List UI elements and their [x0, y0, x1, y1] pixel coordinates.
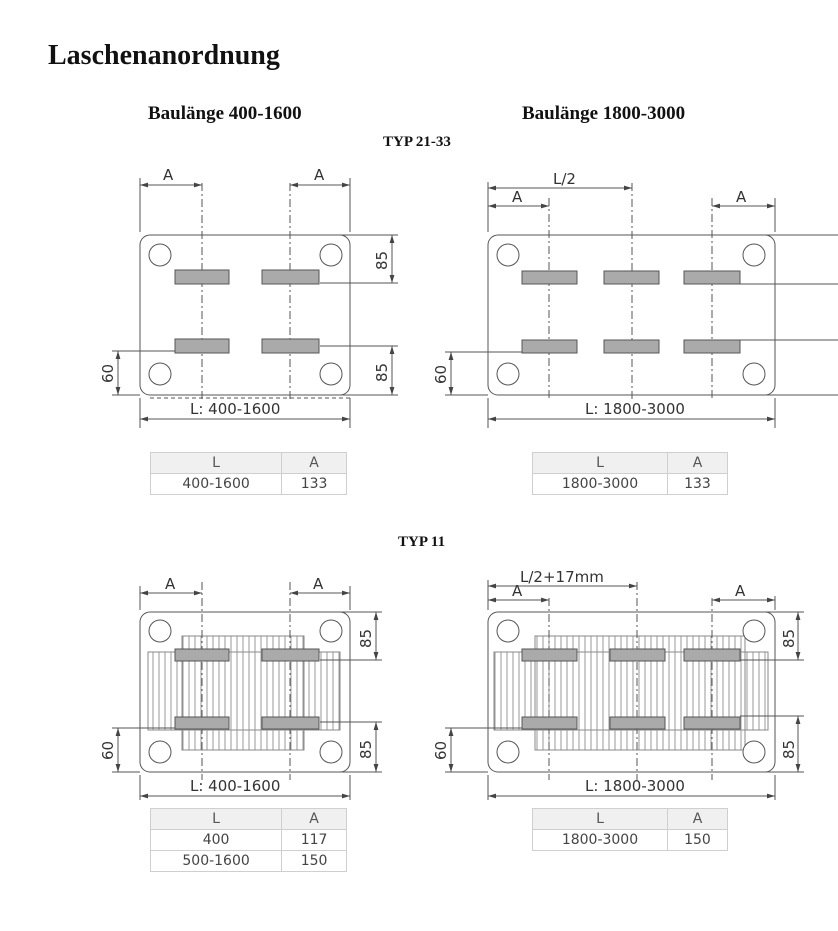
corner-circle	[497, 620, 519, 642]
corner-circle	[743, 363, 765, 385]
cell-a: 117	[282, 830, 347, 851]
corner-circle	[497, 363, 519, 385]
bracket	[175, 339, 229, 353]
dim-60: 60	[432, 364, 450, 384]
corner-circle	[320, 363, 342, 385]
spec-table-typ2133-short	[150, 452, 347, 495]
bracket	[610, 649, 665, 661]
corner-circle	[320, 620, 342, 642]
table-header-a: A	[667, 453, 727, 474]
corner-circle	[743, 244, 765, 266]
type-label-11: TYP 11	[398, 534, 446, 550]
dim-a-left: A	[163, 166, 174, 184]
cell-l: 1800-3000	[533, 474, 668, 495]
bracket	[684, 340, 740, 353]
dim-85-bottom: 85	[357, 739, 375, 759]
corner-circle	[149, 244, 171, 266]
dim-half-length-plus: L/2+17mm	[520, 568, 604, 586]
table-header-l: L	[151, 809, 282, 830]
table-header-a: A	[282, 809, 347, 830]
bracket	[684, 649, 740, 661]
dim-85-bottom: 85	[780, 739, 798, 759]
table-row	[151, 474, 347, 495]
cell-a: 133	[282, 474, 347, 495]
corner-circle	[320, 244, 342, 266]
corner-circle	[320, 741, 342, 763]
drawing-typ11-short	[99, 575, 382, 800]
dim-85-bottom: 85	[373, 362, 391, 382]
dim-length: L: 1800-3000	[585, 777, 685, 795]
bracket	[522, 340, 577, 353]
spec-table-typ11-short	[150, 808, 347, 872]
dim-a-right: A	[736, 188, 747, 206]
cell-l: 500-1600	[151, 851, 282, 872]
column-title-right: Baulänge 1800-3000	[522, 103, 686, 124]
bracket	[604, 271, 659, 284]
cell-a: 133	[667, 474, 727, 495]
bracket	[175, 649, 229, 661]
dim-length: L: 400-1600	[190, 400, 281, 418]
dim-60: 60	[99, 363, 117, 383]
dim-length: L: 1800-3000	[585, 400, 685, 418]
dim-a-left: A	[512, 188, 523, 206]
corner-circle	[743, 620, 765, 642]
dim-a-right: A	[314, 166, 325, 184]
table-header-a: A	[282, 453, 347, 474]
cell-l: 400-1600	[151, 474, 282, 495]
drawing-typ11-long	[432, 568, 804, 800]
corner-circle	[497, 741, 519, 763]
cell-a: 150	[667, 830, 727, 851]
drawing-typ2133-short	[99, 166, 398, 428]
bracket	[175, 717, 229, 729]
dim-a-left: A	[512, 582, 523, 600]
bracket	[684, 271, 740, 284]
corner-circle	[743, 741, 765, 763]
bracket	[604, 340, 659, 353]
bracket	[684, 717, 740, 729]
dim-85-top: 85	[780, 628, 798, 648]
table-row	[533, 830, 728, 851]
bracket	[522, 271, 577, 284]
table-row	[533, 474, 728, 495]
corner-circle	[497, 244, 519, 266]
dim-a-left: A	[165, 575, 176, 593]
table-header-l: L	[533, 809, 668, 830]
dim-length: L: 400-1600	[190, 777, 281, 795]
table-header-l: L	[533, 453, 668, 474]
type-label-21-33: TYP 21-33	[383, 134, 451, 150]
bracket	[610, 717, 665, 729]
cell-a: 150	[282, 851, 347, 872]
radiator-outline	[140, 235, 350, 395]
column-title-left: Baulänge 400-1600	[148, 103, 302, 124]
table-row	[151, 830, 347, 851]
spec-table-typ11-long	[532, 808, 728, 851]
spec-table-typ2133-long	[532, 452, 728, 495]
dim-a-right: A	[313, 575, 324, 593]
corner-circle	[149, 620, 171, 642]
page-title: Laschenanordnung	[48, 40, 280, 71]
table-header-l: L	[151, 453, 282, 474]
dim-60: 60	[99, 740, 117, 760]
cell-l: 1800-3000	[533, 830, 668, 851]
bracket	[262, 270, 319, 284]
bracket	[522, 649, 577, 661]
dim-85-top: 85	[373, 250, 391, 270]
bracket	[262, 339, 319, 353]
bracket	[262, 649, 319, 661]
drawing-typ2133-long	[432, 170, 838, 428]
dim-85-top: 85	[357, 628, 375, 648]
cell-l: 400	[151, 830, 282, 851]
corner-circle	[149, 363, 171, 385]
bracket	[175, 270, 229, 284]
dim-half-length: L/2	[553, 170, 576, 188]
dim-60: 60	[432, 740, 450, 760]
dim-a-right: A	[735, 582, 746, 600]
bracket	[262, 717, 319, 729]
bracket	[522, 717, 577, 729]
table-row	[151, 851, 347, 872]
table-header-a: A	[667, 809, 727, 830]
corner-circle	[149, 741, 171, 763]
